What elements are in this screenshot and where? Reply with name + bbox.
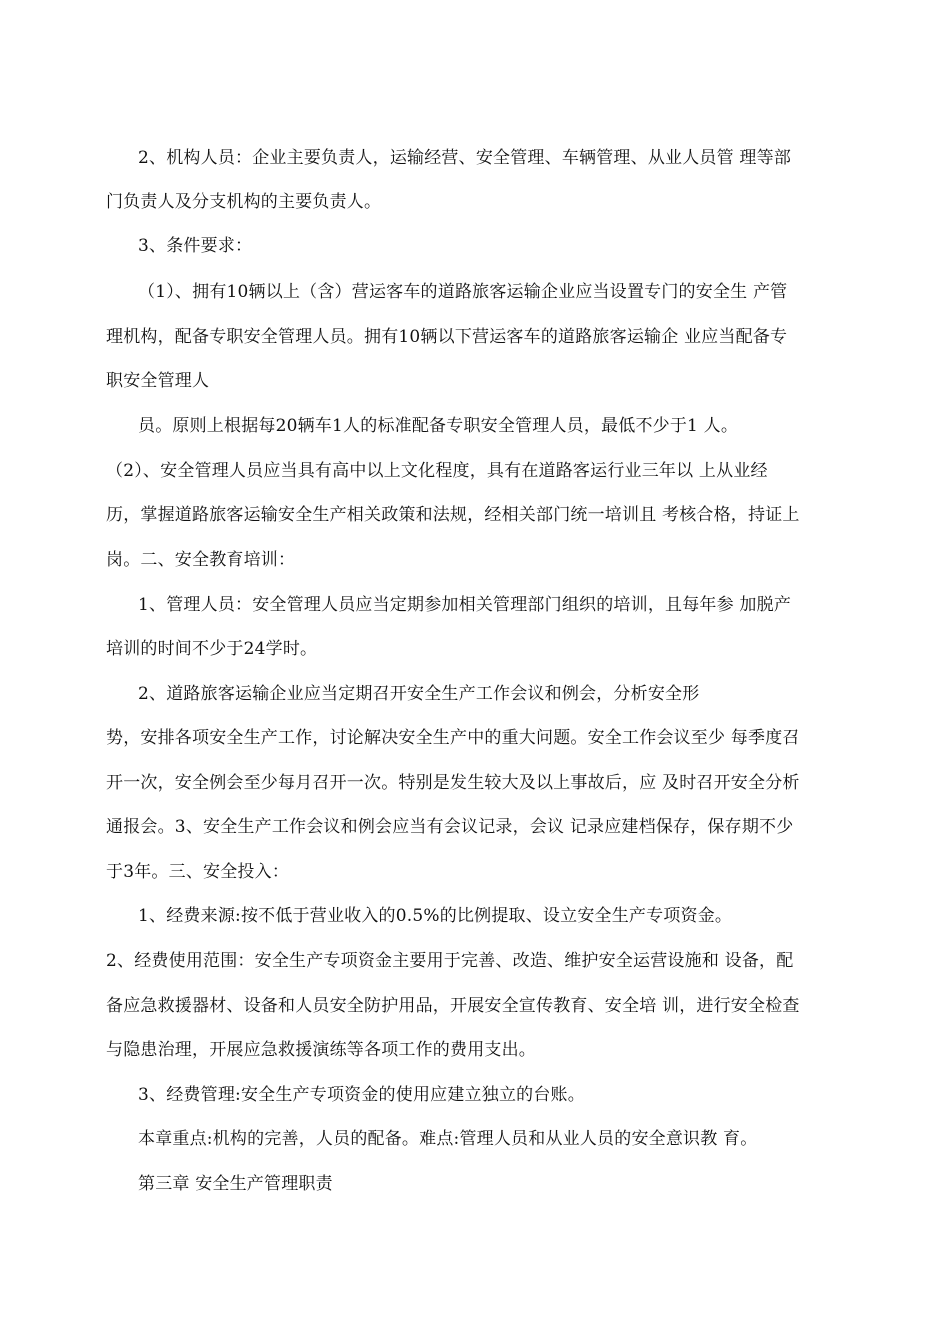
text-line-20: 备应急救援器材、设备和人员安全防护用品，开展安全宣传教育、安全培 训，进行安全检查: [106, 996, 800, 1016]
text-line-2: 门负责人及分支机构的主要负责人。: [106, 192, 382, 212]
text-line-11: 1、管理人员：安全管理人员应当定期参加相关管理部门组织的培训，且每年参 加脱产: [138, 595, 792, 615]
chapter-heading: 第三章 安全生产管理职责: [138, 1174, 333, 1194]
text-line-12: 培训的时间不少于24学时。: [106, 639, 318, 659]
text-line-7: 员。原则上根据每20辆车1人的标准配备专职安全管理人员，最低不少于1 人。: [138, 416, 739, 436]
text-line-16: 通报会。3、安全生产工作会议和例会应当有会议记录，会议 记录应建档保存，保存期不少: [106, 817, 794, 837]
text-line-15: 开一次，安全例会至少每月召开一次。特别是发生较大及以上事故后，应 及时召开安全分析: [106, 773, 800, 793]
text-line-21: 与隐患治理，开展应急救援演练等各项工作的费用支出。: [106, 1040, 536, 1060]
text-line-22: 3、经费管理:安全生产专项资金的使用应建立独立的台账。: [138, 1085, 585, 1105]
text-line-3: 3、条件要求：: [138, 236, 253, 256]
text-line-14: 势，安排各项安全生产工作，讨论解决安全生产中的重大问题。安全工作会议至少 每季度召: [106, 728, 800, 748]
text-line-18: 1、经费来源:按不低于营业收入的0.5%的比例提取、设立安全生产专项资金。: [138, 906, 733, 926]
text-line-5: 理机构，配备专职安全管理人员。拥有10辆以下营运客车的道路旅客运输企 业应当配备专: [106, 327, 788, 347]
text-line-1: 2、机构人员：企业主要负责人，运输经营、安全管理、车辆管理、从业人员管 理等部: [138, 148, 792, 168]
text-line-17: 于3年。三、安全投入：: [106, 862, 290, 882]
text-line-13: 2、道路旅客运输企业应当定期召开安全生产工作会议和例会，分析安全形: [138, 684, 700, 704]
text-line-4: （1）、拥有10辆以上（含）营运客车的道路旅客运输企业应当设置专门的安全生 产管: [138, 282, 788, 302]
text-line-19: 2、经费使用范围：安全生产专项资金主要用于完善、改造、维护安全运营设施和 设备，配: [106, 951, 794, 971]
text-line-8: （2）、安全管理人员应当具有高中以上文化程度，具有在道路客运行业三年以 上从业经: [106, 461, 768, 481]
text-line-10: 岗。二、安全教育培训：: [106, 550, 296, 570]
text-line-9: 历，掌握道路旅客运输安全生产相关政策和法规，经相关部门统一培训且 考核合格，持证上: [106, 505, 800, 525]
text-line-23: 本章重点:机构的完善，人员的配备。难点:管理人员和从业人员的安全意识教 育。: [138, 1129, 758, 1149]
text-line-6: 职安全管理人: [106, 371, 210, 391]
